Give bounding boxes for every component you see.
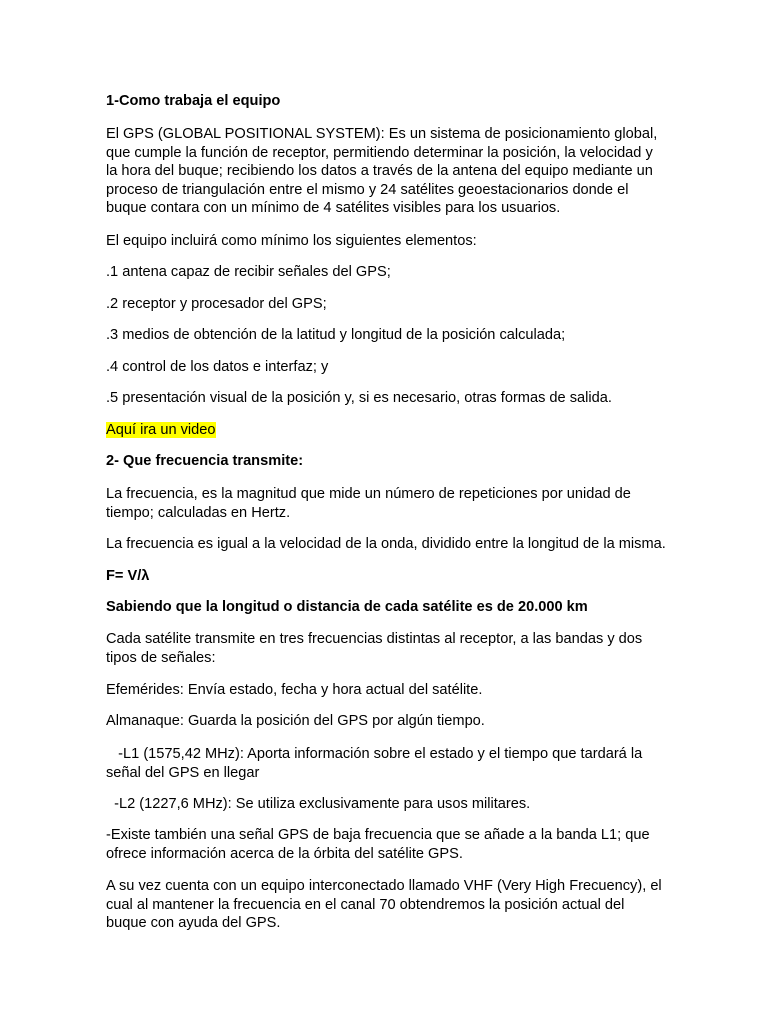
- paragraph-gps: El GPS (GLOBAL POSITIONAL SYSTEM): Es un sistema de posicionamiento global, que cumple la función de receptor, permitiendo determinar la posición, la velocidad y la hora del buque; recibiendo los datos a través de la antena del equipo mediante un proceso de triangulación entre el mismo y 24 satélites geoestacionarios donde el buque contara con un mínimo de 4 satélites visibles para los usuarios.: [106, 126, 658, 216]
- list-item-3: .3 medios de obtención de la latitud y longitud de la posición calculada;: [106, 327, 566, 343]
- heading-como-trabaja: 1-Como trabaja el equipo: [106, 93, 281, 109]
- paragraph-efemerides: Efemérides: Envía estado, fecha y hora actual del satélite.: [106, 682, 483, 698]
- list-item-1: .1 antena capaz de recibir señales del GPS;: [106, 264, 391, 280]
- paragraph-intro-list: El equipo incluirá como mínimo los siguientes elementos:: [106, 233, 477, 249]
- paragraph-low-frequency: -Existe también una señal GPS de baja frecuencia que se añade a la banda L1; que ofrece información acerca de la órbita del satélite GPS.: [106, 827, 650, 862]
- highlighted-text: Aquí ira un video: [106, 422, 216, 438]
- heading-frecuencia: 2- Que frecuencia transmite:: [106, 453, 304, 469]
- paragraph-almanaque: Almanaque: Guarda la posición del GPS por algún tiempo.: [106, 713, 485, 729]
- paragraph-freq-definition: La frecuencia, es la magnitud que mide un número de repeticiones por unidad de tiempo; calculadas en Hertz.: [106, 486, 631, 521]
- paragraph-freq-equation: La frecuencia es igual a la velocidad de la onda, dividido entre la longitud de la misma.: [106, 536, 666, 552]
- list-item-4: .4 control de los datos e interfaz; y: [106, 359, 329, 375]
- list-item-2: .2 receptor y procesador del GPS;: [106, 296, 327, 312]
- paragraph-bands: Cada satélite transmite en tres frecuencias distintas al receptor, a las bandas y dos tipos de señales:: [106, 631, 643, 666]
- paragraph-l2: -L2 (1227,6 MHz): Se utiliza exclusivamente para usos militares.: [106, 796, 531, 812]
- paragraph-l1: -L1 (1575,42 MHz): Aporta información sobre el estado y el tiempo que tardará la señal del GPS en llegar: [106, 746, 647, 781]
- formula: F= V/λ: [106, 568, 150, 584]
- paragraph-vhf: A su vez cuenta con un equipo interconectado llamado VHF (Very High Frecuency), el cual al mantener la frecuencia en el canal 70 obtendremos la posición actual del buque con ayuda del GPS.: [106, 878, 662, 931]
- video-note: [106, 421, 666, 440]
- list-item-5: .5 presentación visual de la posición y, si es necesario, otras formas de salida.: [106, 390, 612, 406]
- heading-distance: Sabiendo que la longitud o distancia de cada satélite es de 20.000 km: [106, 599, 588, 615]
